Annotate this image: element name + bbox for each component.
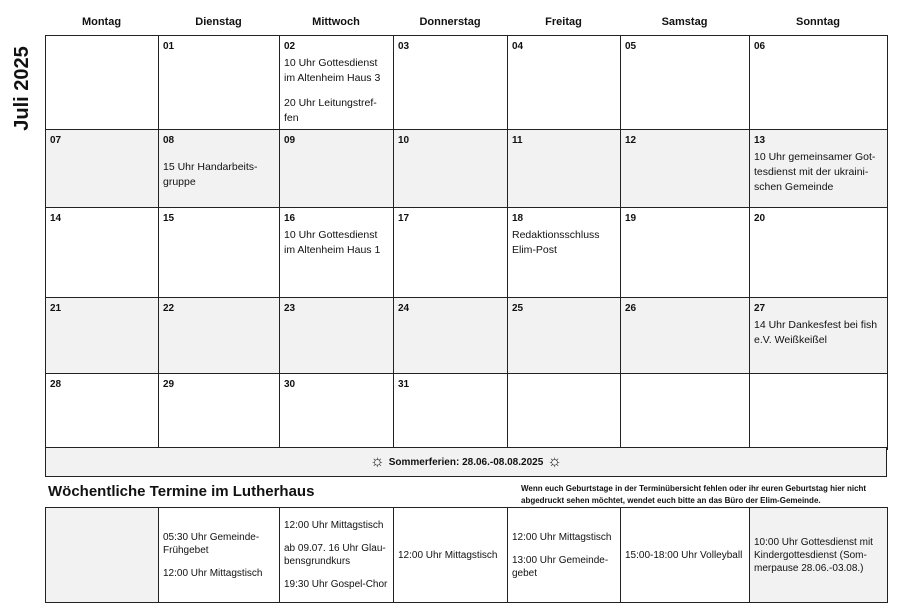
day-number: 11 (512, 135, 523, 146)
day-cell (508, 130, 621, 208)
day-cell (280, 374, 394, 450)
weekly-event: 12:00 Uhr Mittagstisch (284, 520, 384, 531)
sun-icon: ☼ (547, 453, 562, 470)
day-cell (280, 208, 394, 298)
day-cell (750, 36, 888, 130)
weekly-day-cell (159, 508, 280, 603)
weekly-event: 12:00 Uhr Mittagstisch (512, 531, 612, 543)
weekly-event: 10:00 Uhr Gottesdienst mit Kindergottesdienst (Som-merpause 28.06.-03.08.) (754, 536, 873, 574)
calendar-week-row (46, 298, 888, 374)
day-cell (750, 208, 888, 298)
day-cell (394, 36, 508, 130)
calendar-grid (45, 35, 888, 450)
weekly-schedule (45, 507, 888, 603)
day-number: 12 (625, 135, 637, 146)
day-cell (394, 298, 508, 374)
calendar-event: 10 Uhr gemeinsamer Got-tesdienst mit der ukraini-schen Gemeinde (754, 151, 876, 193)
day-number: 20 (754, 213, 766, 224)
day-number: 01 (163, 41, 175, 52)
day-number: 29 (163, 379, 175, 390)
calendar-event: 15 Uhr Handarbeits-gruppe (163, 161, 258, 188)
day-cell (46, 36, 159, 130)
calendar-event: 10 Uhr Gottesdienst im Altenheim Haus 1 (284, 229, 381, 256)
day-cell (621, 298, 750, 374)
day-cell (508, 298, 621, 374)
day-number: 13 (754, 135, 766, 146)
day-number: 10 (398, 135, 410, 146)
weekly-event: 13:00 Uhr Gemeinde-gebet (512, 554, 609, 579)
weekly-event: 05:30 Uhr Gemeinde-Frühgebet (163, 531, 260, 556)
day-cell (280, 130, 394, 208)
day-number: 19 (625, 213, 637, 224)
day-cell (159, 208, 280, 298)
day-number: 08 (163, 135, 175, 146)
day-number: 31 (398, 379, 410, 390)
weekly-event: ab 09.07. 16 Uhr Glau-bensgrundkurs (284, 543, 386, 567)
day-number: 17 (398, 213, 410, 224)
weekly-day-cell (750, 508, 888, 603)
calendar-event: 14 Uhr Dankesfest bei fish e.V. Weißkeißel (754, 319, 878, 346)
day-cell (621, 208, 750, 298)
month-title-container (8, 38, 36, 138)
day-cell (508, 208, 621, 298)
calendar-week-row (46, 374, 888, 450)
day-cell (394, 374, 508, 450)
day-number: 02 (284, 41, 296, 52)
day-cell (46, 208, 159, 298)
weekly-event: 19:30 Uhr Gospel-Chor (284, 579, 388, 590)
calendar-week-row (46, 130, 888, 208)
day-number: 04 (512, 41, 524, 52)
day-cell (46, 374, 159, 450)
day-cell (750, 298, 888, 374)
day-number: 26 (625, 303, 637, 314)
day-number: 18 (512, 213, 524, 224)
day-number: 09 (284, 135, 296, 146)
day-cell (750, 130, 888, 208)
calendar-event: 20 Uhr Leitungstref-fen (284, 97, 377, 124)
day-cell (621, 36, 750, 130)
weekday-label: Mittwoch (312, 16, 360, 28)
weekly-event: 12:00 Uhr Mittagstisch (398, 549, 498, 561)
day-number: 16 (284, 213, 296, 224)
weekday-label: Dienstag (195, 16, 242, 28)
weekly-day-cell (621, 508, 750, 603)
day-number: 14 (50, 213, 62, 224)
weekly-title: Wöchentliche Termine im Lutherhaus (48, 483, 315, 500)
day-cell (159, 374, 280, 450)
day-cell (159, 36, 280, 130)
day-number: 27 (754, 303, 766, 314)
weekly-event: 12:00 Uhr Mittagstisch (163, 567, 263, 579)
day-number: 24 (398, 303, 410, 314)
day-cell (750, 374, 888, 450)
weekday-label: Freitag (545, 16, 582, 28)
day-cell (508, 36, 621, 130)
calendar-week-row (46, 36, 888, 130)
weekly-day-cell (508, 508, 621, 603)
day-number: 30 (284, 379, 296, 390)
weekday-label: Sonntag (796, 16, 840, 28)
birthday-note: Wenn euch Geburtstage in der Terminübersicht fehlen oder ihr euren Geburtstag hier nicht abgedruckt sehen möchtet, wendet euch bitte an das Büro der Elim-Gemeinde. (521, 484, 867, 505)
weekday-label: Donnerstag (419, 16, 481, 28)
day-cell (621, 130, 750, 208)
day-cell (280, 298, 394, 374)
calendar-event: 10 Uhr Gottesdienst im Altenheim Haus 3 (284, 57, 381, 84)
day-cell (394, 208, 508, 298)
day-number: 05 (625, 41, 637, 52)
day-number: 25 (512, 303, 524, 314)
day-cell (508, 374, 621, 450)
day-cell (159, 298, 280, 374)
day-number: 21 (50, 303, 62, 314)
weekday-label: Samstag (661, 16, 708, 28)
day-number: 15 (163, 213, 175, 224)
day-number: 06 (754, 41, 766, 52)
weekday-label: Montag (81, 16, 122, 28)
weekly-day-cell (394, 508, 508, 603)
weekly-day-cell (46, 508, 159, 603)
day-cell (46, 130, 159, 208)
weekly-event: 15:00-18:00 Uhr Volleyball (625, 549, 743, 561)
summer-holidays-banner (45, 447, 887, 477)
calendar-event: Redaktionsschluss Elim-Post (512, 229, 600, 256)
day-number: 23 (284, 303, 296, 314)
day-cell (280, 36, 394, 130)
day-cell (46, 298, 159, 374)
sun-icon: ☼ (370, 453, 385, 470)
day-number: 03 (398, 41, 410, 52)
day-cell (394, 130, 508, 208)
summer-holidays-text: Sommerferien: 28.06.-08.08.2025 (388, 456, 544, 468)
day-cell (159, 130, 280, 208)
weekly-day-cell (280, 508, 394, 603)
month-title: Juli 2025 (10, 45, 33, 131)
day-number: 07 (50, 135, 62, 146)
day-number: 22 (163, 303, 175, 314)
day-cell (621, 374, 750, 450)
calendar-week-row (46, 208, 888, 298)
day-number: 28 (50, 379, 62, 390)
